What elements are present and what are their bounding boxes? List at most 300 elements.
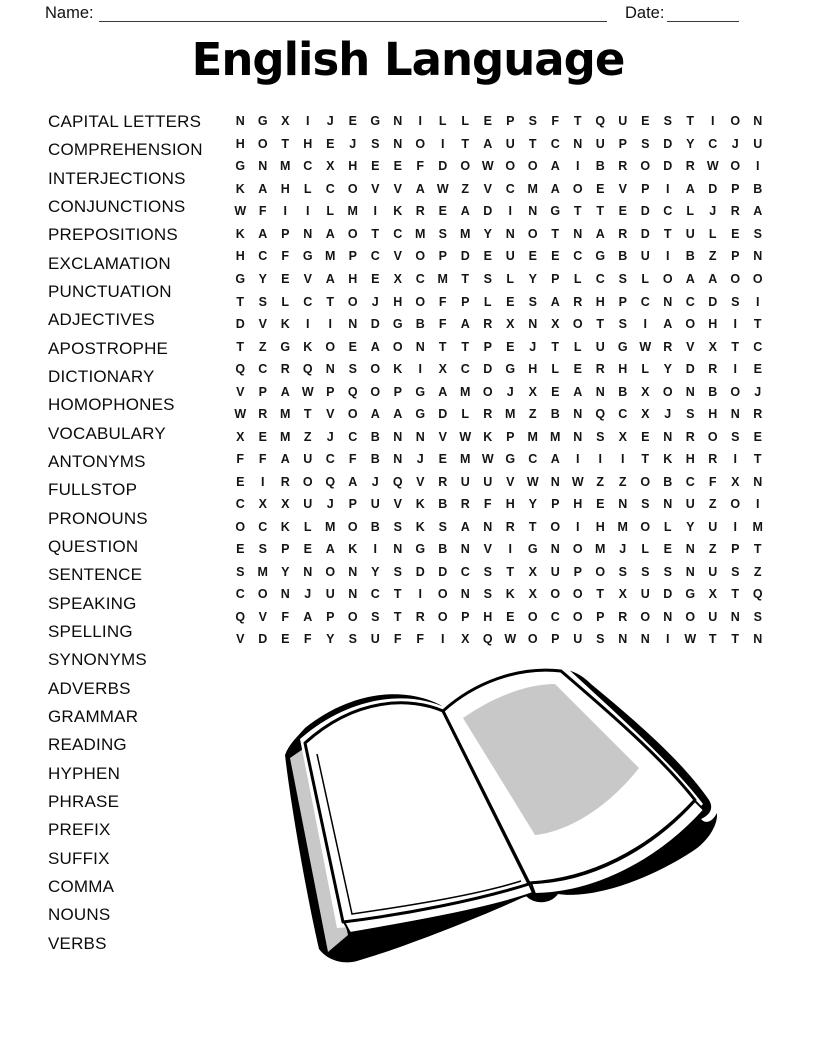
grid-letter: T bbox=[573, 204, 582, 219]
grid-letter: N bbox=[393, 452, 403, 467]
grid-letter: L bbox=[506, 271, 515, 286]
grid-letter: C bbox=[753, 339, 763, 354]
grid-letter: C bbox=[370, 587, 380, 602]
grid-letter: Y bbox=[528, 271, 537, 286]
grid-letter: S bbox=[258, 294, 267, 309]
word-list-item: READING bbox=[48, 735, 127, 755]
grid-letter: K bbox=[235, 226, 245, 241]
grid-letter: E bbox=[663, 542, 672, 557]
grid-letter: F bbox=[483, 497, 492, 512]
grid-letter: O bbox=[370, 384, 381, 399]
grid-letter: Q bbox=[392, 474, 403, 489]
grid-letter: T bbox=[686, 114, 695, 129]
grid-letter: C bbox=[415, 271, 425, 286]
grid-letter: S bbox=[258, 542, 267, 557]
grid-letter: E bbox=[371, 271, 380, 286]
grid-letter: O bbox=[730, 271, 741, 286]
grid-letter: H bbox=[595, 294, 605, 309]
grid-letter: A bbox=[370, 339, 380, 354]
grid-letter: S bbox=[618, 271, 627, 286]
grid-letter: G bbox=[550, 204, 561, 219]
grid-letter: Z bbox=[708, 542, 717, 557]
grid-letter: U bbox=[325, 587, 335, 602]
grid-letter: W bbox=[504, 632, 517, 647]
grid-letter: N bbox=[573, 226, 583, 241]
grid-letter: N bbox=[460, 587, 470, 602]
grid-letter: T bbox=[506, 564, 515, 579]
grid-letter: A bbox=[258, 226, 268, 241]
grid-letter: L bbox=[708, 226, 717, 241]
grid-letter: T bbox=[281, 136, 290, 151]
grid-letter: A bbox=[573, 384, 583, 399]
grid-letter: S bbox=[528, 294, 537, 309]
grid-letter: H bbox=[528, 362, 538, 377]
grid-letter: B bbox=[595, 159, 605, 174]
grid-letter: S bbox=[641, 136, 650, 151]
grid-letter: T bbox=[461, 136, 470, 151]
grid-letter: C bbox=[573, 249, 583, 264]
grid-letter: A bbox=[303, 609, 313, 624]
grid-letter: G bbox=[392, 317, 403, 332]
grid-letter: X bbox=[528, 384, 537, 399]
grid-letter: P bbox=[731, 181, 740, 196]
grid-letter: G bbox=[415, 384, 426, 399]
grid-letter: S bbox=[483, 587, 492, 602]
grid-letter: P bbox=[348, 249, 357, 264]
grid-letter: O bbox=[415, 136, 426, 151]
grid-letter: U bbox=[505, 136, 515, 151]
word-list-item: VOCABULARY bbox=[48, 423, 166, 443]
grid-letter: M bbox=[347, 204, 358, 219]
grid-letter: X bbox=[326, 159, 335, 174]
grid-letter: S bbox=[483, 271, 492, 286]
grid-letter: H bbox=[303, 136, 313, 151]
grid-letter: F bbox=[416, 632, 425, 647]
grid-letter: T bbox=[731, 339, 740, 354]
grid-letter: T bbox=[708, 632, 717, 647]
date-blank-line[interactable] bbox=[667, 4, 739, 22]
grid-letter: X bbox=[731, 474, 740, 489]
grid-letter: I bbox=[283, 204, 287, 219]
grid-letter: U bbox=[303, 452, 313, 467]
grid-letter: I bbox=[598, 452, 602, 467]
grid-letter: I bbox=[756, 497, 760, 512]
grid-letter: M bbox=[527, 181, 538, 196]
grid-letter: P bbox=[618, 136, 627, 151]
grid-letter: I bbox=[643, 317, 647, 332]
grid-letter: R bbox=[685, 429, 695, 444]
grid-letter: R bbox=[618, 609, 628, 624]
grid-letter: S bbox=[348, 632, 357, 647]
word-list-item: SPEAKING bbox=[48, 593, 137, 613]
grid-letter: C bbox=[708, 136, 718, 151]
grid-letter: S bbox=[438, 226, 447, 241]
grid-letter: A bbox=[325, 271, 335, 286]
grid-letter: R bbox=[573, 294, 583, 309]
grid-letter: A bbox=[550, 159, 560, 174]
grid-letter: L bbox=[461, 407, 470, 422]
grid-letter: N bbox=[460, 542, 470, 557]
grid-letter: H bbox=[595, 519, 605, 534]
grid-letter: I bbox=[733, 519, 737, 534]
grid-letter: O bbox=[730, 384, 741, 399]
grid-letter: L bbox=[551, 362, 560, 377]
grid-letter: R bbox=[505, 519, 515, 534]
grid-letter: A bbox=[708, 271, 718, 286]
grid-letter: L bbox=[438, 114, 447, 129]
grid-letter: Z bbox=[461, 181, 470, 196]
grid-letter: C bbox=[370, 249, 380, 264]
grid-letter: W bbox=[481, 159, 494, 174]
grid-letter: W bbox=[436, 181, 449, 196]
grid-letter: I bbox=[756, 159, 760, 174]
grid-letter: O bbox=[527, 159, 538, 174]
grid-letter: C bbox=[348, 429, 358, 444]
grid-letter: Y bbox=[663, 362, 672, 377]
grid-letter: A bbox=[550, 452, 560, 467]
grid-letter: U bbox=[460, 474, 470, 489]
grid-letter: R bbox=[415, 609, 425, 624]
grid-letter: X bbox=[618, 587, 627, 602]
grid-letter: I bbox=[508, 204, 512, 219]
grid-letter: E bbox=[236, 542, 245, 557]
grid-letter: V bbox=[483, 181, 492, 196]
grid-letter: V bbox=[416, 474, 425, 489]
grid-letter: L bbox=[483, 294, 492, 309]
grid-letter: N bbox=[663, 429, 673, 444]
grid-letter: N bbox=[573, 136, 583, 151]
grid-letter: X bbox=[281, 114, 290, 129]
grid-letter: L bbox=[686, 204, 695, 219]
word-list-item: PRONOUNS bbox=[48, 508, 148, 528]
grid-letter: M bbox=[460, 452, 471, 467]
grid-letter: E bbox=[326, 136, 335, 151]
open-book-icon bbox=[258, 651, 740, 985]
grid-letter: F bbox=[416, 159, 425, 174]
word-list-item: VERBS bbox=[48, 933, 107, 953]
grid-letter: B bbox=[708, 384, 718, 399]
grid-letter: R bbox=[618, 226, 628, 241]
grid-letter: C bbox=[325, 181, 335, 196]
grid-letter: E bbox=[303, 542, 312, 557]
grid-letter: E bbox=[236, 474, 245, 489]
grid-letter: Y bbox=[686, 519, 695, 534]
grid-letter: L bbox=[281, 294, 290, 309]
grid-letter: D bbox=[663, 587, 673, 602]
grid-letter: K bbox=[393, 362, 403, 377]
word-list-item: EXCLAMATION bbox=[48, 253, 171, 273]
grid-letter: V bbox=[483, 542, 492, 557]
word-list-item: NOUNS bbox=[48, 905, 111, 925]
grid-letter: S bbox=[731, 429, 740, 444]
grid-letter: V bbox=[438, 429, 447, 444]
grid-letter: C bbox=[505, 181, 515, 196]
grid-letter: H bbox=[483, 609, 493, 624]
grid-letter: L bbox=[573, 339, 582, 354]
grid-letter: P bbox=[731, 249, 740, 264]
grid-letter: V bbox=[303, 271, 312, 286]
grid-letter: X bbox=[641, 384, 650, 399]
grid-letter: X bbox=[258, 497, 267, 512]
grid-letter: O bbox=[662, 271, 673, 286]
grid-letter: X bbox=[393, 271, 402, 286]
grid-letter: O bbox=[685, 609, 696, 624]
grid-letter: P bbox=[326, 609, 335, 624]
grid-letter: X bbox=[551, 317, 560, 332]
grid-letter: T bbox=[731, 587, 740, 602]
grid-letter: N bbox=[393, 114, 403, 129]
grid-letter: B bbox=[370, 429, 380, 444]
grid-letter: E bbox=[573, 362, 582, 377]
name-blank-line[interactable] bbox=[99, 4, 607, 22]
grid-letter: C bbox=[663, 204, 673, 219]
grid-letter: O bbox=[437, 587, 448, 602]
grid-letter: O bbox=[572, 609, 583, 624]
grid-letter: N bbox=[483, 519, 493, 534]
grid-letter: M bbox=[280, 429, 291, 444]
grid-letter: U bbox=[483, 474, 493, 489]
grid-letter: W bbox=[639, 339, 652, 354]
grid-letter: N bbox=[505, 226, 515, 241]
grid-letter: R bbox=[685, 159, 695, 174]
grid-letter: P bbox=[506, 429, 515, 444]
grid-letter: O bbox=[437, 609, 448, 624]
grid-letter: B bbox=[550, 407, 560, 422]
grid-letter: N bbox=[393, 429, 403, 444]
grid-letter: R bbox=[280, 474, 290, 489]
grid-letter: X bbox=[528, 564, 537, 579]
grid-letter: O bbox=[527, 632, 538, 647]
grid-letter: I bbox=[756, 294, 760, 309]
grid-letter: W bbox=[481, 452, 494, 467]
grid-letter: S bbox=[236, 564, 245, 579]
name-label: Name: bbox=[45, 4, 94, 22]
grid-letter: H bbox=[393, 294, 403, 309]
grid-letter: R bbox=[460, 497, 470, 512]
grid-letter: S bbox=[371, 136, 380, 151]
grid-letter: G bbox=[370, 114, 381, 129]
grid-letter: S bbox=[438, 519, 447, 534]
grid-letter: M bbox=[460, 226, 471, 241]
grid-letter: B bbox=[685, 249, 695, 264]
grid-letter: Q bbox=[595, 114, 606, 129]
grid-letter: T bbox=[528, 519, 537, 534]
grid-letter: B bbox=[438, 497, 448, 512]
word-list-item: HYPHEN bbox=[48, 763, 121, 783]
grid-letter: Y bbox=[686, 136, 695, 151]
grid-letter: G bbox=[527, 542, 538, 557]
grid-letter: O bbox=[640, 609, 651, 624]
grid-letter: P bbox=[573, 564, 582, 579]
grid-letter: E bbox=[371, 159, 380, 174]
grid-letter: P bbox=[393, 384, 402, 399]
grid-letter: M bbox=[752, 519, 763, 534]
grid-letter: N bbox=[663, 609, 673, 624]
grid-letter: N bbox=[573, 429, 583, 444]
grid-letter: K bbox=[280, 519, 290, 534]
grid-letter: E bbox=[596, 497, 605, 512]
grid-letter: D bbox=[640, 226, 650, 241]
grid-letter: M bbox=[280, 159, 291, 174]
grid-letter: X bbox=[528, 587, 537, 602]
grid-letter: K bbox=[663, 452, 673, 467]
grid-letter: O bbox=[640, 159, 651, 174]
open-book-illustration bbox=[258, 651, 740, 985]
grid-letter: B bbox=[438, 542, 448, 557]
grid-letter: O bbox=[527, 226, 538, 241]
grid-letter: F bbox=[393, 632, 402, 647]
grid-letter: F bbox=[258, 204, 267, 219]
grid-letter: C bbox=[303, 159, 313, 174]
grid-letter: E bbox=[551, 384, 560, 399]
grid-letter: P bbox=[506, 114, 515, 129]
grid-letter: X bbox=[641, 407, 650, 422]
grid-letter: O bbox=[707, 429, 718, 444]
grid-letter: N bbox=[325, 362, 335, 377]
grid-letter: Q bbox=[325, 474, 336, 489]
grid-letter: Q bbox=[595, 407, 606, 422]
grid-letter: I bbox=[441, 136, 445, 151]
grid-letter: N bbox=[573, 407, 583, 422]
grid-letter: K bbox=[235, 181, 245, 196]
grid-letter: W bbox=[459, 429, 472, 444]
grid-letter: T bbox=[551, 226, 560, 241]
grid-letter: L bbox=[641, 271, 650, 286]
grid-letter: U bbox=[685, 226, 695, 241]
grid-letter: O bbox=[257, 587, 268, 602]
grid-letter: P bbox=[281, 226, 290, 241]
grid-letter: N bbox=[348, 587, 358, 602]
grid-letter: Z bbox=[528, 407, 537, 422]
grid-letter: J bbox=[349, 136, 357, 151]
grid-letter: K bbox=[280, 317, 290, 332]
grid-letter: O bbox=[460, 159, 471, 174]
grid-letter: Y bbox=[371, 564, 380, 579]
grid-letter: V bbox=[618, 181, 627, 196]
grid-letter: U bbox=[573, 632, 583, 647]
grid-letter: I bbox=[733, 452, 737, 467]
grid-letter: Q bbox=[235, 362, 246, 377]
grid-letter: U bbox=[550, 564, 560, 579]
grid-letter: S bbox=[371, 609, 380, 624]
grid-letter: V bbox=[393, 181, 402, 196]
grid-letter: J bbox=[371, 474, 379, 489]
grid-letter: L bbox=[461, 114, 470, 129]
grid-letter: T bbox=[303, 407, 312, 422]
grid-letter: T bbox=[663, 226, 672, 241]
grid-letter: L bbox=[641, 542, 650, 557]
grid-letter: U bbox=[708, 609, 718, 624]
grid-letter: O bbox=[235, 519, 246, 534]
word-list-item: COMMA bbox=[48, 877, 115, 897]
grid-letter: N bbox=[753, 249, 763, 264]
grid-letter: X bbox=[618, 429, 627, 444]
grid-letter: E bbox=[753, 429, 762, 444]
grid-letter: X bbox=[506, 317, 515, 332]
grid-letter: E bbox=[438, 452, 447, 467]
grid-letter: J bbox=[326, 114, 334, 129]
grid-letter: R bbox=[595, 362, 605, 377]
grid-letter: P bbox=[326, 384, 335, 399]
grid-letter: M bbox=[257, 564, 268, 579]
grid-letter: Z bbox=[753, 564, 762, 579]
grid-letter: O bbox=[325, 564, 336, 579]
grid-letter: P bbox=[641, 181, 650, 196]
grid-letter: J bbox=[506, 384, 514, 399]
word-list-item: APOSTROPHE bbox=[48, 338, 169, 358]
grid-letter: D bbox=[483, 362, 493, 377]
grid-letter: P bbox=[461, 609, 470, 624]
grid-letter: Z bbox=[258, 339, 267, 354]
grid-letter: T bbox=[326, 294, 335, 309]
word-list-item: CONJUNCTIONS bbox=[48, 197, 186, 217]
grid-letter: C bbox=[235, 497, 245, 512]
grid-letter: N bbox=[303, 226, 313, 241]
grid-letter: A bbox=[280, 452, 290, 467]
grid-letter: G bbox=[257, 114, 268, 129]
grid-letter: A bbox=[325, 542, 335, 557]
grid-letter: V bbox=[506, 474, 515, 489]
grid-letter: T bbox=[393, 609, 402, 624]
grid-letter: O bbox=[730, 114, 741, 129]
grid-letter: Q bbox=[752, 587, 763, 602]
grid-letter: H bbox=[505, 497, 515, 512]
grid-letter: G bbox=[302, 249, 313, 264]
grid-letter: T bbox=[236, 339, 245, 354]
grid-letter: L bbox=[573, 271, 582, 286]
grid-letter: C bbox=[393, 226, 403, 241]
grid-letter: U bbox=[640, 587, 650, 602]
grid-letter: C bbox=[303, 294, 313, 309]
grid-letter: O bbox=[347, 294, 358, 309]
letter-grid bbox=[229, 110, 769, 651]
grid-letter: O bbox=[505, 159, 516, 174]
grid-letter: A bbox=[325, 226, 335, 241]
grid-letter: Z bbox=[708, 497, 717, 512]
grid-letter: Z bbox=[596, 474, 605, 489]
grid-letter: A bbox=[415, 181, 425, 196]
grid-letter: J bbox=[619, 542, 627, 557]
grid-letter: M bbox=[505, 407, 516, 422]
grid-letter: A bbox=[460, 204, 470, 219]
grid-letter: E bbox=[281, 271, 290, 286]
grid-letter: S bbox=[393, 564, 402, 579]
grid-letter: C bbox=[685, 474, 695, 489]
grid-letter: O bbox=[572, 587, 583, 602]
grid-letter: T bbox=[753, 452, 762, 467]
grid-letter: U bbox=[595, 339, 605, 354]
grid-letter: U bbox=[370, 497, 380, 512]
grid-letter: N bbox=[730, 609, 740, 624]
grid-letter: O bbox=[347, 519, 358, 534]
grid-letter: F bbox=[281, 609, 290, 624]
grid-letter: D bbox=[708, 294, 718, 309]
grid-letter: G bbox=[235, 159, 246, 174]
grid-letter: N bbox=[415, 429, 425, 444]
grid-letter: J bbox=[326, 429, 334, 444]
grid-letter: P bbox=[348, 497, 357, 512]
grid-letter: U bbox=[640, 249, 650, 264]
grid-letter: N bbox=[663, 497, 673, 512]
grid-letter: W bbox=[684, 632, 697, 647]
grid-letter: A bbox=[753, 204, 763, 219]
grid-letter: F bbox=[348, 452, 357, 467]
grid-letter: J bbox=[326, 497, 334, 512]
word-list bbox=[48, 108, 233, 958]
grid-letter: G bbox=[617, 339, 628, 354]
grid-letter: O bbox=[572, 181, 583, 196]
grid-letter: E bbox=[483, 249, 492, 264]
